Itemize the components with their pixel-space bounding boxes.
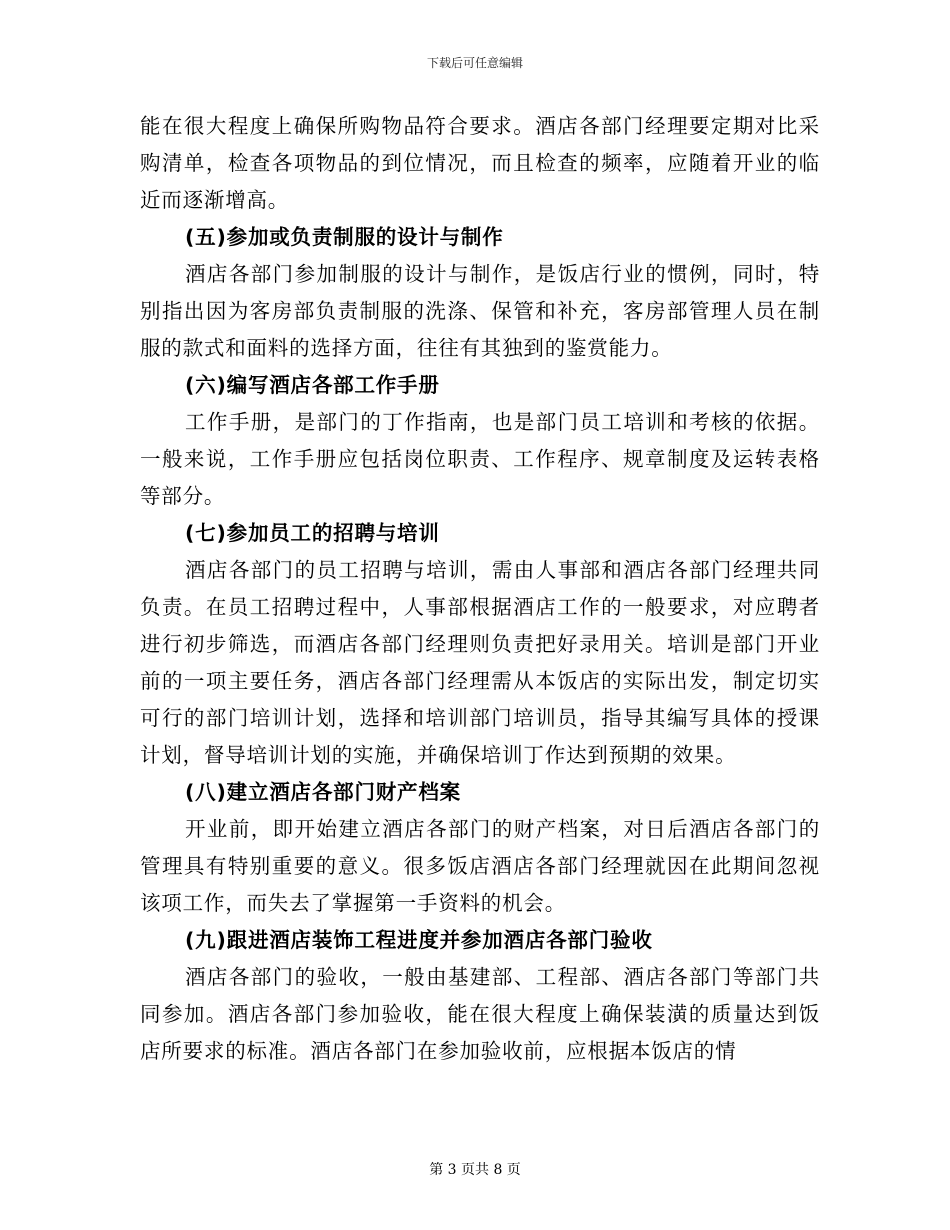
paragraph: 酒店各部门的验收，一般由基建部、工程部、酒店各部门等部门共同参加。酒店各部门参加验收，能在很大程度上确保装潢的质量达到饭店所要求的标准。酒店各部门在参加验收前，应根据本饭店的情	[140, 965, 820, 1063]
page-footer: 第 3 页共 8 页	[429, 1162, 521, 1178]
section-heading: (九)跟进酒店装饰工程进度并参加酒店各部门验收	[185, 928, 653, 952]
section-heading: (六)编写酒店各部工作手册	[185, 373, 440, 397]
section-heading: (五)参加或负责制服的设计与制作	[185, 225, 504, 249]
page-header: 下载后可任意编辑	[426, 56, 523, 70]
paragraph: 开业前，即开始建立酒店各部门的财产档案，对日后酒店各部门的管理具有特别重要的意义。很多饭店酒店各部门经理就因在此期间忽视该项工作，而失去了掌握第一手资料的机会。	[140, 817, 820, 915]
section-heading: (八)建立酒店各部门财产档案	[185, 780, 461, 804]
paragraph: 酒店各部门参加制服的设计与制作，是饭店行业的惯例，同时，特别指出因为客房部负责制服的洗涤、保管和补充，客房部管理人员在制服的款式和面料的选择方面，往往有其独到的鉴赏能力。	[140, 262, 820, 360]
paragraph: 酒店各部门的员工招聘与培训，需由人事部和酒店各部门经理共同负责。在员工招聘过程中，人事部根据酒店工作的一般要求，对应聘者进行初步筛选，而酒店各部门经理则负责把好录用关。培训是部门开业前的一项主要任务，酒店各部门经理需从本饭店的实际出发，制定切实可行的部门培训计划，选择和培训部门培训员，指导其编写具体的授课计划，督导培训计划的实施，并确保培训丁作达到预期的效果。	[140, 558, 820, 767]
section-heading: (七)参加员工的招聘与培训	[185, 521, 440, 545]
paragraph: 能在很大程度上确保所购物品符合要求。酒店各部门经理要定期对比采购清单，检查各项物品的到位情况，而且检查的频率，应随着开业的临近而逐渐增高。	[140, 114, 820, 212]
document-body	[140, 108, 820, 1070]
paragraph: 工作手册，是部门的丁作指南，也是部门员工培训和考核的依据。一般来说，工作手册应包括岗位职责、工作程序、规章制度及运转表格等部分。	[140, 410, 820, 508]
